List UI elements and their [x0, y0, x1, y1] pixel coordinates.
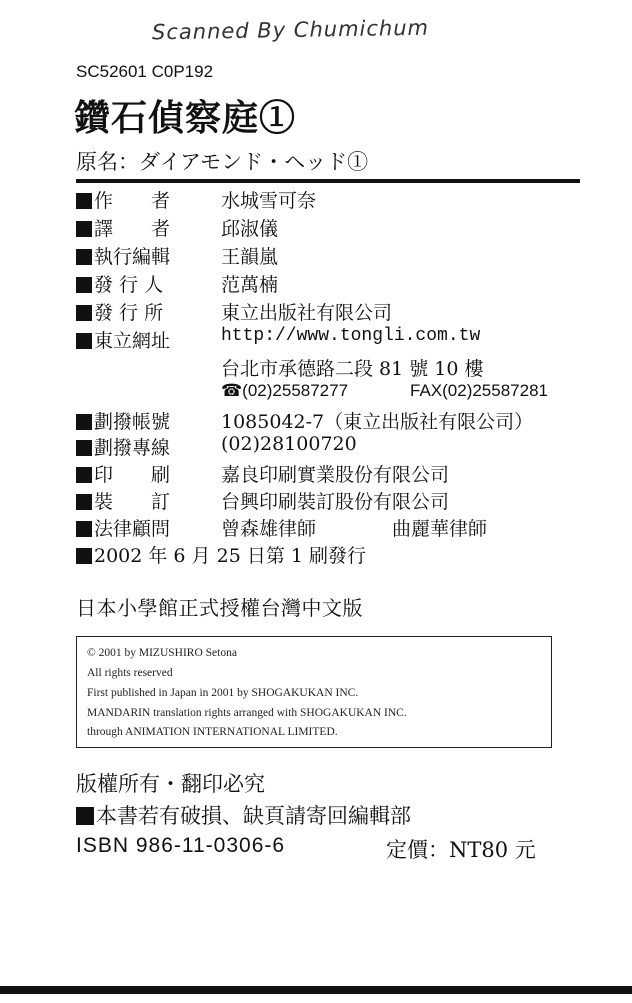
bullet-square-icon [76, 494, 92, 510]
bullet-square-icon [76, 807, 94, 825]
credit-label-author: 作 者 [76, 186, 212, 213]
fax-number: FAX(02)25587281 [410, 381, 548, 400]
address: 台北市承德路二段 81 號 10 樓 [221, 358, 484, 380]
bullet-square-icon [76, 521, 92, 537]
page-bottom-border [0, 986, 632, 994]
credit-value-translator: 邱淑儀 [221, 218, 279, 240]
credit-label-printer: 印 刷 [76, 460, 212, 487]
credit-label-legal: 法律顧問 [76, 514, 212, 541]
credit-value-author: 水城雪可奈 [221, 190, 317, 212]
isbn: ISBN 986-11-0306-6 [76, 834, 286, 857]
bullet-square-icon [76, 193, 92, 209]
bullet-square-icon [76, 548, 92, 564]
price: 定價：NT80 元 [386, 838, 536, 862]
credit-value-legal-2: 曲麗華律師 [392, 518, 488, 540]
original-title: 原名：ダイアモンド・ヘッド① [76, 150, 369, 174]
product-code: SC52601 C0P192 [76, 62, 214, 81]
book-title: 鑽石偵察庭① [74, 97, 297, 139]
print-date: 2002 年 6 月 25 日第 1 刷發行 [76, 541, 366, 568]
credit-label-publishing-house: 發 行 所 [76, 298, 212, 325]
scanner-watermark: Scanned By Chumichum [151, 15, 430, 45]
rights-reserved: 版權所有・翻印必究 [76, 772, 265, 796]
credit-label-translator: 譯 者 [76, 214, 212, 241]
bullet-square-icon [76, 440, 92, 456]
copyright-line: MANDARIN translation rights arranged with SHOGAKUKAN INC. [87, 707, 407, 719]
bullet-square-icon [76, 414, 92, 430]
copyright-line: First published in Japan in 2001 by SHOGAKUKAN INC. [87, 687, 359, 699]
copyright-line: through ANIMATION INTERNATIONAL LIMITED. [87, 726, 338, 738]
credit-value-legal-1: 曾森雄律師 [221, 518, 317, 540]
bullet-square-icon [76, 277, 92, 293]
credit-label-website: 東立網址 [76, 326, 212, 353]
credit-value-publisher: 范萬楠 [221, 274, 279, 296]
credit-value-binding: 台興印刷裝訂股份有限公司 [221, 491, 450, 513]
bullet-square-icon [76, 221, 92, 237]
phone-number: ☎(02)25587277 [221, 381, 349, 400]
bullet-square-icon [76, 305, 92, 321]
credit-value-postal-hotline: (02)28100720 [221, 433, 357, 455]
credit-value-publishing-house: 東立出版社有限公司 [221, 302, 393, 324]
bullet-square-icon [76, 249, 92, 265]
license-line: 日本小學館正式授權台灣中文版 [76, 596, 363, 620]
credit-value-editor: 王韻嵐 [221, 246, 279, 268]
title-divider [76, 179, 580, 183]
copyright-box [76, 636, 552, 748]
damage-notice: 本書若有破損、缺頁請寄回編輯部 [76, 800, 411, 830]
credit-label-postal-hotline: 劃撥專線 [76, 433, 212, 460]
credit-value-postal-account: 1085042-7（東立出版社有限公司） [221, 411, 534, 433]
credit-label-publisher: 發 行 人 [76, 270, 212, 297]
credit-label-binding: 裝 訂 [76, 487, 212, 514]
credit-label-postal-account: 劃撥帳號 [76, 407, 212, 434]
website-url: http://www.tongli.com.tw [221, 326, 481, 346]
bullet-square-icon [76, 467, 92, 483]
bullet-square-icon [76, 333, 92, 349]
copyright-line: © 2001 by MIZUSHIRO Setona [87, 647, 237, 659]
credit-label-editor: 執行編輯 [76, 242, 212, 269]
credit-value-printer: 嘉良印刷實業股份有限公司 [221, 464, 450, 486]
copyright-line: All rights reserved [87, 667, 173, 679]
